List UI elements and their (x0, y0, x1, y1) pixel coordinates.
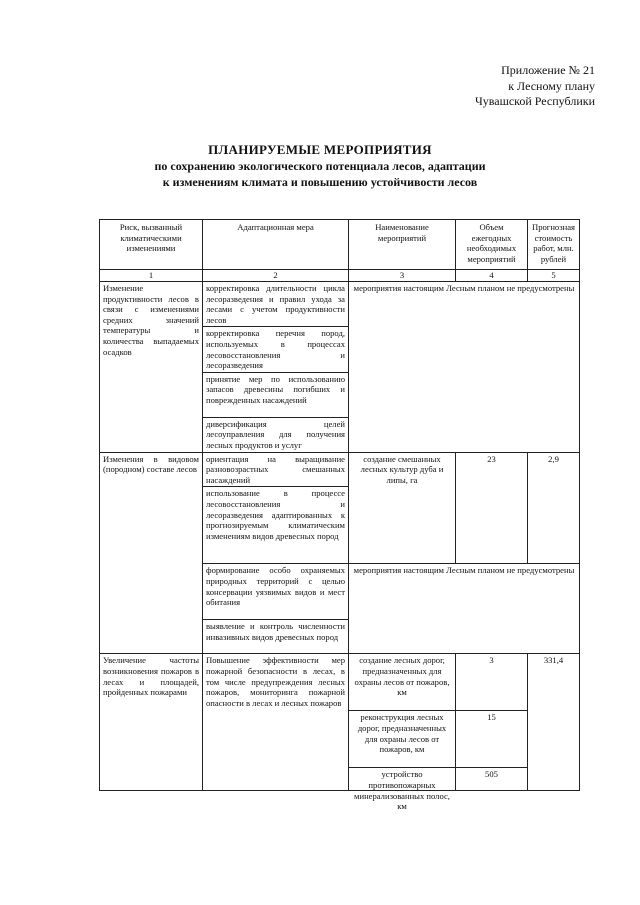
activity-text: устройство противопожарных минерализованных полос, км (354, 769, 450, 812)
appendix-header (475, 63, 595, 110)
appendix-number: Приложение № 21 (501, 63, 595, 77)
column-number: 5 (528, 270, 580, 282)
measure-cell: корректировка длительности цикла лесоразведения и правил ухода за лесами с учетом продуктивности лесов (203, 282, 349, 327)
cost-cell: 331,4 (528, 654, 580, 791)
cost-cell: 2,9 (528, 452, 580, 564)
document-title (0, 142, 640, 190)
column-number: 3 (349, 270, 456, 282)
table-row (100, 654, 580, 711)
measure-cell: диверсификация целей лесоуправления для получения лесных продуктов и услуг (203, 417, 349, 452)
title-sub-1: по сохранению экологического потенциала лесов, адаптации (154, 159, 486, 173)
risk-cell: Изменение продуктивности лесов в связи с изменениями средних значений температуры и количества выпадаемых осадков (100, 282, 203, 453)
activity-cell: создание лесных дорог, предназначенных для охраны лесов от пожаров, км (349, 654, 456, 711)
header-risk: Риск, вызванный климатическими изменениями (100, 220, 203, 270)
header-activity: Наименование мероприятий (349, 220, 456, 270)
title-main: ПЛАНИРУЕМЫЕ МЕРОПРИЯТИЯ (208, 142, 432, 157)
not-planned-cell: мероприятия настоящим Лесным планом не предусмотрены (349, 564, 580, 654)
table-header-row (100, 220, 580, 270)
activity-cell: реконструкция лесных дорог, предназначенных для охраны лесов от пожаров, км (349, 711, 456, 768)
header-measure: Адаптационная мера (203, 220, 349, 270)
volume-cell: 3 (456, 654, 528, 711)
activity-cell: создание смешанных лесных культур дуба и липы, га (349, 452, 456, 564)
measure-cell: ориентация на выращивание разновозрастных смешанных насаждений (203, 452, 349, 487)
appendix-region: Чувашской Республики (474, 94, 595, 108)
volume-cell: 505 (456, 768, 528, 791)
header-cost: Прогнозная стоимость работ, млн. рублей (528, 220, 580, 270)
measure-cell: использование в процессе лесовосстановления и лесоразведения адаптированных к прогнозируемым климатическим изменениям видов древесных пород (203, 487, 349, 564)
column-number: 2 (203, 270, 349, 282)
measure-cell: Повышение эффективности мер пожарной безопасности в лесах, в том числе предупреждения лесных пожаров, мониторинга пожарной опасности в лесах и лесных пожаров (203, 654, 349, 791)
risk-cell: Изменения в видовом (породном) составе лесов (100, 452, 203, 654)
appendix-reference: к Лесному плану (508, 78, 595, 93)
activity-cell (349, 768, 456, 812)
column-number: 4 (456, 270, 528, 282)
title-sub-2: к изменениям климата и повышению устойчивости лесов (162, 175, 478, 189)
risk-cell: Увеличение частоты возникновения пожаров в лесах и площадей, пройденных пожарами (100, 654, 203, 791)
volume-cell: 15 (456, 711, 528, 768)
table-row (100, 452, 580, 487)
header-volume: Объем ежегодных необходимых мероприятий (456, 220, 528, 270)
table-row (100, 282, 580, 327)
column-number-row (100, 270, 580, 282)
column-number: 1 (100, 270, 203, 282)
measures-table (99, 219, 580, 812)
not-planned-cell: мероприятия настоящим Лесным планом не предусмотрены (349, 282, 580, 453)
measure-cell: принятие мер по использованию запасов древесины погибших и поврежденных насаждений (203, 372, 349, 417)
measure-cell: корректировка перечня пород, используемых в процессах лесовосстановления и лесоразведения (203, 327, 349, 372)
measure-cell: формирование особо охраняемых природных территорий с целью консервации уязвимых видов и мест обитания (203, 564, 349, 620)
measure-cell: выявление и контроль численности инвазивных видов древесных пород (203, 620, 349, 654)
volume-cell: 23 (456, 452, 528, 564)
